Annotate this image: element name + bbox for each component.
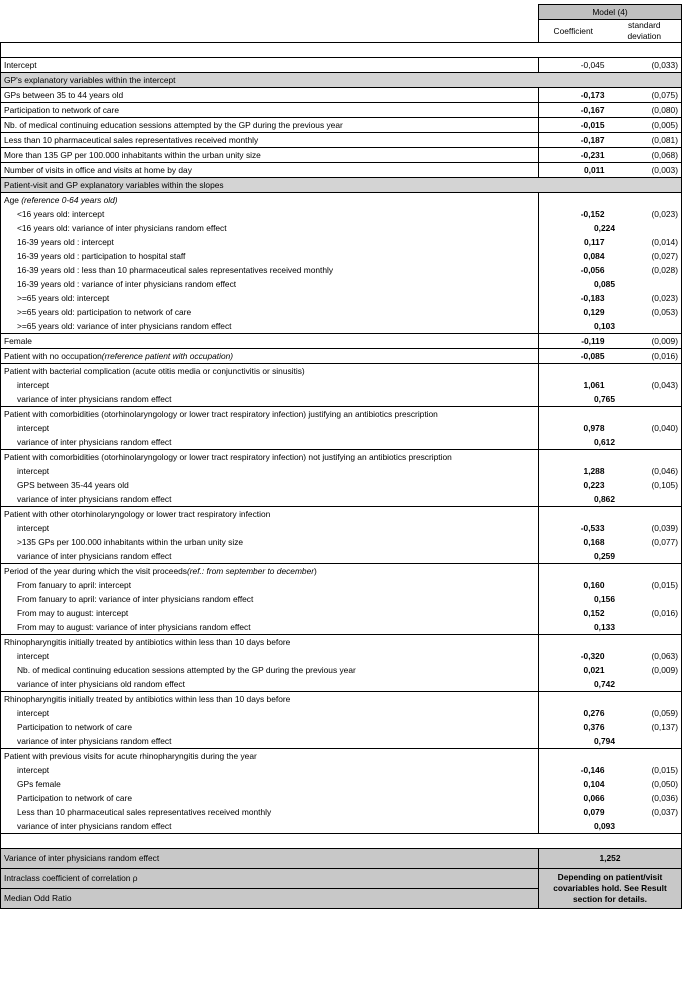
standard-deviation-cell [608,692,682,707]
table-row [1,777,682,791]
coefficient-cell: -0,173 [539,88,608,103]
standard-deviation-cell: (0,063) [608,649,682,663]
table-row [1,564,682,579]
footer-mor-label: Median Odd Ratio [1,889,539,909]
row-label-text: Less than 10 pharmaceutical sales representatives received monthly [4,134,259,145]
row-label-text: >=65 years old: variance of inter physicians random effect [17,320,232,331]
table-row [1,133,682,148]
row-label [1,749,539,764]
variance-value: 0,765 [539,392,682,407]
row-reference-note: (rreference patient with occupation) [101,350,234,361]
row-label [1,392,539,407]
row-label [1,734,539,749]
table-row [1,263,682,277]
row-label [1,407,539,422]
row-label [1,103,539,118]
variance-row [1,549,682,564]
row-label [1,507,539,522]
table-row [1,663,682,677]
row-label-text: GPs between 35 to 44 years old [4,89,124,100]
coefficient-cell: -0,533 [580,522,605,533]
variance-value: 0,156 [539,592,682,606]
table-row [1,193,682,208]
standard-deviation-cell: (0,016) [608,349,682,364]
variance-value: 0,862 [539,492,682,507]
coefficient-cell: 0,084 [583,250,605,261]
table-row [1,163,682,178]
row-label [1,549,539,564]
table-body [1,5,682,849]
standard-deviation-cell: (0,039) [608,521,682,535]
row-label-text: Intercept [4,59,37,70]
standard-deviation-cell [608,407,682,422]
standard-deviation-cell: (0,036) [608,791,682,805]
row-label [1,635,539,650]
row-label [1,450,539,465]
variance-row [1,221,682,235]
row-label [1,319,539,334]
coefficient-cell: -0,187 [539,133,608,148]
coefficient-cell [539,193,608,208]
variance-value: 0,133 [539,620,682,635]
standard-deviation-cell: (0,028) [608,263,682,277]
coefficient-cell: -0,119 [539,334,608,349]
standard-deviation-cell [608,193,682,208]
row-label [1,592,539,606]
row-label-text: Rhinopharyngitis initially treated by antibiotics within less than 10 days before [4,693,291,704]
row-label [1,263,539,277]
coefficient-cell [539,635,608,650]
row-label-text: Patient with no occupation [4,350,102,361]
standard-deviation-cell: (0,046) [608,464,682,478]
table-row [1,407,682,422]
coefficient-cell [539,364,608,379]
standard-deviation-cell [608,450,682,465]
row-label [1,492,539,507]
coefficient-cell: 0,160 [583,579,605,590]
standard-deviation-cell: (0,027) [608,249,682,263]
coefficient-cell: 0,079 [583,806,605,817]
row-label-text: <16 years old: intercept [17,208,105,219]
row-label-text: >=65 years old: participation to network of care [17,306,192,317]
coefficient-cell: -0,183 [580,292,605,303]
coefficient-cell: 0,376 [583,721,605,732]
coefficient-cell: 0,978 [583,422,605,433]
blank-cell [1,43,682,58]
row-label-text: intercept [17,764,50,775]
standard-deviation-cell [608,635,682,650]
row-label-text: GPS between 35-44 years old [17,479,129,490]
table-row [1,749,682,764]
standard-deviation-cell: (0,068) [608,148,682,163]
table-row [1,805,682,819]
standard-deviation-cell: (0,137) [608,720,682,734]
row-label [1,649,539,663]
standard-deviation-cell [608,507,682,522]
variance-value: 0,742 [539,677,682,692]
row-label-text: >135 GPs per 100.000 inhabitants within the urban unity size [17,536,244,547]
row-label [1,535,539,549]
row-label [1,349,539,364]
table-row [1,450,682,465]
row-label [1,564,539,579]
blank-row [1,834,682,849]
standard-deviation-cell: (0,023) [608,207,682,221]
sd-header-line-1: standard [627,20,661,30]
variance-row [1,435,682,450]
row-reference-note: (ref.: from september to december [186,565,315,576]
row-label-text: Patient with other otorhinolaryngology or lower tract respiratory infection [4,508,271,519]
row-label-text: Period of the year during which the visit proceeds [4,565,187,576]
row-label [1,235,539,249]
table-row [1,692,682,707]
row-label [1,578,539,592]
row-label [1,464,539,478]
standard-deviation-cell: (0,077) [608,535,682,549]
coefficient-cell: -0,015 [539,118,608,133]
table-row [1,578,682,592]
table-row [1,148,682,163]
row-label [1,88,539,103]
row-label-text: >=65 years old: intercept [17,292,110,303]
variance-value: 0,612 [539,435,682,450]
variance-row [1,819,682,834]
row-label-text: <16 years old: variance of inter physicians random effect [17,222,227,233]
row-label [1,663,539,677]
coefficient-cell: -0,146 [580,764,605,775]
table-row [1,88,682,103]
sd-header-line-2: deviation [627,31,662,41]
row-label [1,435,539,450]
coefficient-cell: -0,045 [539,58,608,73]
row-label [1,193,539,208]
coefficient-cell: 0,117 [584,236,605,247]
coefficient-cell: -0,167 [539,103,608,118]
standard-deviation-cell: (0,009) [608,334,682,349]
row-label-text: 16-39 years old : less than 10 pharmaceutical sales representatives received monthly [17,264,334,275]
row-label-text: From may to august: intercept [17,607,129,618]
row-label [1,421,539,435]
row-label [1,692,539,707]
standard-deviation-cell: (0,023) [608,291,682,305]
row-label [1,478,539,492]
header-spacer [1,20,539,43]
footer-variance-value: 1,252 [539,849,682,869]
row-label-text: Patient with comorbidities (otorhinolaryngology or lower tract respiratory infection) not justifying an antibiotics prescription [4,451,452,462]
standard-deviation-cell [608,364,682,379]
variance-value: 0,103 [539,319,682,334]
row-label-text: Patient with previous visits for acute rhinopharyngitis during the year [4,750,257,761]
footer-note [539,869,682,909]
standard-deviation-cell: (0,015) [608,578,682,592]
table-row [1,649,682,663]
standard-deviation-cell: (0,050) [608,777,682,791]
variance-row [1,392,682,407]
row-label-text: variance of inter physicians random effect [17,493,172,504]
standard-deviation-cell: (0,003) [608,163,682,178]
model-header-row [1,5,682,20]
coefficient-cell [539,450,608,465]
table-row [1,706,682,720]
row-label [1,118,539,133]
coefficient-cell: 0,011 [539,163,608,178]
table-row [1,635,682,650]
row-label [1,133,539,148]
row-label-tail: ) [314,565,317,576]
row-label-text: Patient with comorbidities (otorhinolaryngology or lower tract respiratory infection) justifying an antibiotics prescription [4,408,438,419]
table-row [1,478,682,492]
coefficient-cell: -0,056 [580,264,605,275]
row-label [1,58,539,73]
row-label [1,291,539,305]
row-label-text: GPs female [17,778,61,789]
table-row [1,207,682,221]
section-header-label: Patient-visit and GP explanatory variables within the slopes [1,178,682,193]
row-label-text: variance of inter physicians random effect [17,436,172,447]
row-reference-note: (reference 0-64 years old) [21,194,118,205]
standard-deviation-cell: (0,037) [608,805,682,819]
row-label-text: Participation to network of care [17,721,132,732]
row-label-text: variance of inter physicians random effect [17,550,172,561]
row-label-text: intercept [17,522,50,533]
column-header-row [1,20,682,43]
row-label [1,819,539,834]
variance-row [1,734,682,749]
row-label-text: variance of inter physicians random effect [17,393,172,404]
row-label [1,677,539,692]
row-label [1,305,539,319]
coefficient-cell: -0,231 [539,148,608,163]
coefficient-cell: -0,152 [580,208,605,219]
row-label-text: intercept [17,465,50,476]
row-label-text: From may to august: variance of inter physicians random effect [17,621,251,632]
row-label-text: From fanuary to april: intercept [17,579,132,590]
coefficient-cell [539,749,608,764]
table-row [1,507,682,522]
coefficient-cell: 1,061 [583,379,605,390]
variance-row [1,592,682,606]
coefficient-cell [539,507,608,522]
row-label [1,706,539,720]
variance-value: 0,085 [539,277,682,291]
row-label-text: More than 135 GP per 100.000 inhabitants within the urban unity size [4,149,261,160]
coefficient-cell: 0,152 [583,607,605,618]
row-label-text: 16-39 years old : intercept [17,236,114,247]
variance-row [1,319,682,334]
coefficient-cell [539,564,608,579]
coefficient-cell: -0,085 [539,349,608,364]
row-label [1,777,539,791]
row-label [1,148,539,163]
table-row [1,535,682,549]
table-row [1,464,682,478]
coefficient-header: Coefficient [539,20,608,43]
standard-deviation-cell: (0,005) [608,118,682,133]
row-label [1,207,539,221]
standard-deviation-cell: (0,081) [608,133,682,148]
coefficient-cell: 0,129 [583,306,605,317]
coefficient-cell: 1,288 [583,465,605,476]
row-label [1,720,539,734]
coefficient-cell: 0,276 [583,707,605,718]
table-row [1,118,682,133]
row-label [1,277,539,291]
coefficient-cell [539,692,608,707]
standard-deviation-cell: (0,075) [608,88,682,103]
table-row [1,720,682,734]
row-label-text: variance of inter physicians old random effect [17,678,185,689]
coefficient-cell: 0,066 [583,792,605,803]
row-label [1,521,539,535]
table-row [1,378,682,392]
standard-deviation-cell: (0,043) [608,378,682,392]
footer-note-text: Depending on patient/visit covariables hold. See Result section for details. [553,872,667,904]
standard-deviation-cell: (0,080) [608,103,682,118]
table-row [1,364,682,379]
standard-deviation-cell: (0,016) [608,606,682,620]
row-label-text: Participation to network of care [4,104,119,115]
standard-deviation-header [608,20,682,43]
variance-value: 0,093 [539,819,682,834]
row-label-text: Nb. of medical continuing education sessions attempted by the GP during the previous year [17,664,356,675]
section-header-row [1,73,682,88]
footer-icc-row [1,869,682,889]
variance-row [1,277,682,291]
variance-row [1,492,682,507]
coefficient-cell: 0,168 [583,536,605,547]
row-label [1,221,539,235]
table-row [1,606,682,620]
row-label-text: intercept [17,422,50,433]
coefficient-cell: -0,320 [580,650,605,661]
standard-deviation-cell: (0,053) [608,305,682,319]
footer-variance-row [1,849,682,869]
standard-deviation-cell [608,749,682,764]
row-label-text: Rhinopharyngitis initially treated by antibiotics within less than 10 days before [4,636,291,647]
table-row [1,334,682,349]
coefficient-cell [539,407,608,422]
row-label [1,805,539,819]
row-label [1,606,539,620]
row-label [1,763,539,777]
row-label-text: Patient with bacterial complication (acute otitis media or conjunctivitis or sinusitis) [4,365,305,376]
standard-deviation-cell: (0,033) [608,58,682,73]
standard-deviation-cell: (0,040) [608,421,682,435]
section-header-row [1,178,682,193]
table-row [1,235,682,249]
variance-row [1,620,682,635]
regression-results-table [0,4,682,909]
coefficient-cell: 0,104 [583,778,605,789]
table-row [1,249,682,263]
variance-value: 0,259 [539,549,682,564]
coefficient-cell: 0,223 [583,479,605,490]
section-header-label: GP's explanatory variables within the intercept [1,73,682,88]
row-label-text: From fanuary to april: variance of inter physicians random effect [17,593,254,604]
model-label: Model (4) [539,5,682,20]
table-row [1,305,682,319]
table-row [1,763,682,777]
row-label [1,163,539,178]
row-label [1,378,539,392]
standard-deviation-cell: (0,009) [608,663,682,677]
variance-value: 0,794 [539,734,682,749]
row-label-text: 16-39 years old : variance of inter physicians random effect [17,278,237,289]
variance-value: 0,224 [539,221,682,235]
header-spacer [1,5,539,20]
row-label-text: intercept [17,650,50,661]
standard-deviation-cell: (0,014) [608,235,682,249]
table-row [1,103,682,118]
row-label-text: 16-39 years old : participation to hospital staff [17,250,186,261]
row-label-text: variance of inter physicians random effect [17,735,172,746]
table-footer [1,849,682,909]
row-label-text: Female [4,335,32,346]
table-row [1,521,682,535]
row-label [1,620,539,635]
table-row [1,291,682,305]
table-row [1,58,682,73]
variance-row [1,677,682,692]
coefficient-cell: 0,021 [583,664,605,675]
row-label-text: intercept [17,379,50,390]
standard-deviation-cell: (0,015) [608,763,682,777]
blank-cell [1,834,682,849]
row-label-text: variance of inter physicians random effect [17,820,172,831]
table-row [1,349,682,364]
standard-deviation-cell: (0,105) [608,478,682,492]
footer-icc-label: Intraclass coefficient of correlation ρ [1,869,539,889]
row-label [1,364,539,379]
footer-variance-label: Variance of inter physicians random effect [1,849,539,869]
table-row [1,421,682,435]
row-label-text: Less than 10 pharmaceutical sales representatives received monthly [17,806,272,817]
row-label-text: Age [4,194,22,205]
row-label-text: Participation to network of care [17,792,132,803]
row-label [1,249,539,263]
row-label-text: Number of visits in office and visits at home by day [4,164,192,175]
row-label-text: Nb. of medical continuing education sessions attempted by the GP during the previous year [4,119,343,130]
blank-row [1,43,682,58]
row-label [1,334,539,349]
standard-deviation-cell [608,564,682,579]
standard-deviation-cell: (0,059) [608,706,682,720]
row-label-text: intercept [17,707,50,718]
row-label [1,791,539,805]
table-row [1,791,682,805]
